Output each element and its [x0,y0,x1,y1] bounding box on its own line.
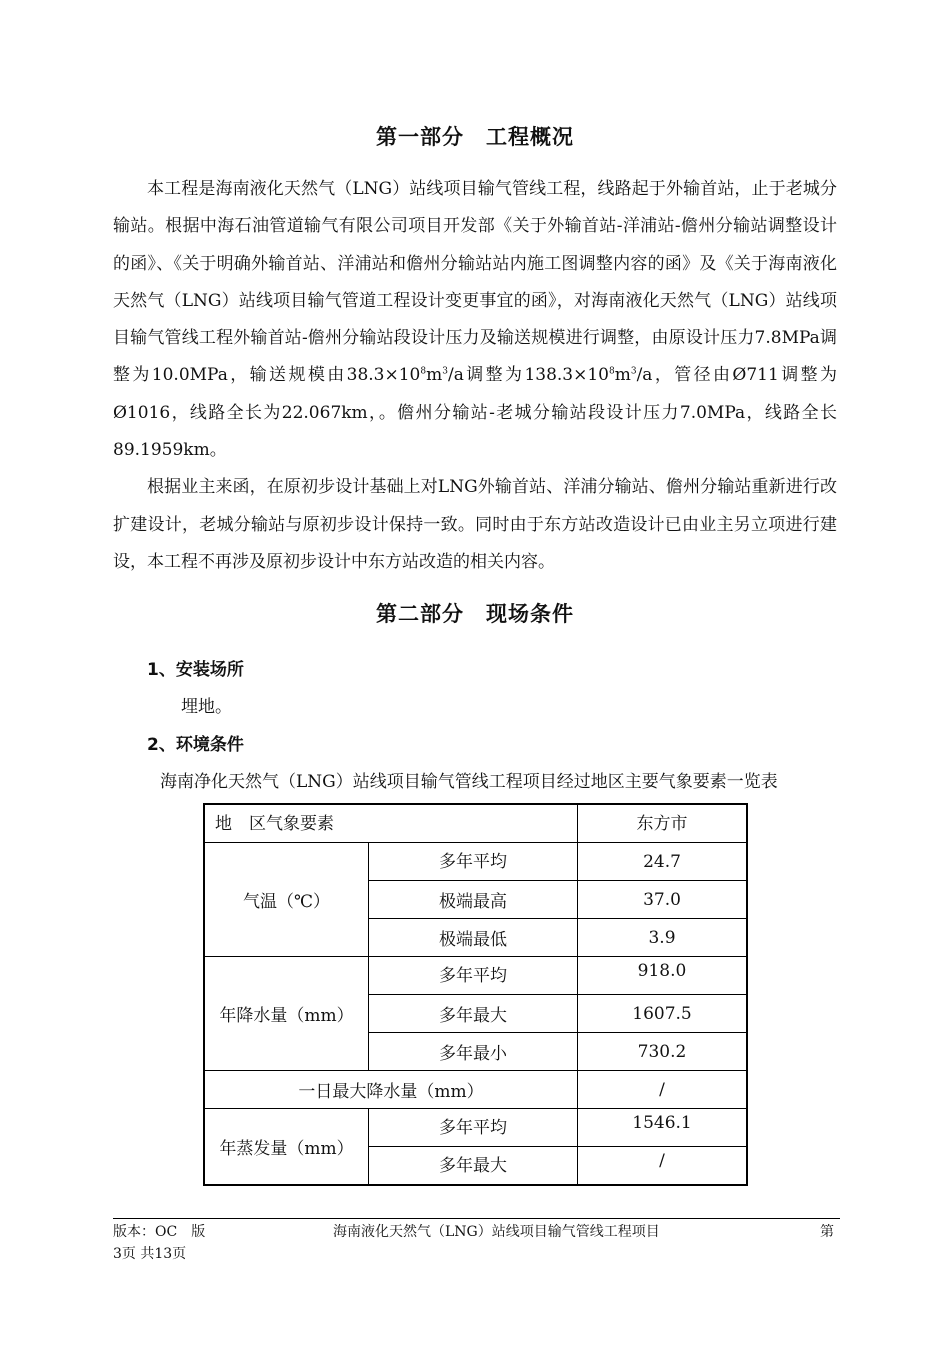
item-cell: 多年最小 [369,1033,578,1071]
temp-label-cell: 气温（℃） [204,843,369,957]
p1-text-a: 本工程是海南液化天然气（LNG）站线项目输气管线工程，线路起于外输首站，止于老城分输站。根据中海石油管道输气有限公司项目开发部《关于外输首站-洋浦站-儋州分输站调整设计的函》、《关于明确外输首站、洋浦站和儋州分输站站内施工图调整内容的函》及《关于海南液化天然气（LNG）站线项目输气管道工程设计变更事宜的函》，对海南液化天然气（LNG）站线项目输气管线工程外输首站-儋州分输站段设计压力及输送规模进行调整，由原设计压力7.8MPa调整为10.0MPa，输送规模由38.3×10 [113,179,837,386]
daily-rain-label-cell: 一日最大降水量（mm） [204,1071,578,1109]
table-row [204,957,747,995]
part1-paragraph-1 [113,171,837,469]
footer-project: 海南液化天然气（LNG）站线项目输气管线工程项目 [333,1224,660,1240]
footer-divider [113,1218,840,1219]
footer-page-count: 3页 共13页 [113,1246,187,1262]
value-cell: / [578,1071,748,1109]
p1-text-b: m [426,365,443,386]
footer-page-prefix: 第 [820,1224,834,1240]
evap-label-cell: 年蒸发量（mm） [204,1109,369,1186]
part1-body [113,171,837,581]
value-cell: / [578,1147,748,1186]
value-cell: 918.0 [578,957,748,995]
part1-heading: 第一部分 工程概况 [376,125,574,149]
value-cell: 1607.5 [578,995,748,1033]
p1-text-c: /a调整为138.3×10 [447,365,609,386]
section-install-text: 埋地。 [181,697,232,717]
table-row [204,1071,747,1109]
section-environment-heading: 2、环境条件 [147,735,244,755]
item-cell: 多年平均 [369,843,578,881]
part2-heading: 第二部分 现场条件 [376,602,574,626]
p1-text-d: m [614,365,631,386]
rain-label-cell: 年降水量（mm） [204,957,369,1071]
item-cell: 多年平均 [369,957,578,995]
section-install-heading: 1、安装场所 [147,660,244,680]
value-cell: 1546.1 [578,1109,748,1147]
p1-sup-2: 3 [442,366,448,377]
value-cell: 24.7 [578,843,748,881]
item-cell: 多年平均 [369,1109,578,1147]
p1-sup-3: 8 [608,366,615,377]
part1-paragraph-2: 根据业主来函，在原初步设计基础上对LNG外输首站、洋浦分输站、儋州分输站重新进行改扩建设计，老城分输站与原初步设计保持一致。同时由于东方站改造设计已由业主另立项进行建设，本工程不再涉及原初步设计中东方站改造的相关内容。 [113,477,837,572]
table-row [204,1109,747,1147]
item-cell: 多年最大 [369,1147,578,1186]
value-cell: 730.2 [578,1033,748,1071]
p1-text-e: /a，管径由Ø711调整为Ø1016，线路全长为22.067km，。儋州分输站-老城分输站段设计压力7.0MPa，线路全长89.1959km。 [113,365,838,461]
value-cell: 3.9 [578,919,748,957]
weather-table [203,803,748,1186]
table-caption: 海南净化天然气（LNG）站线项目输气管线工程项目经过地区主要气象要素一览表 [160,772,778,792]
table-row [204,843,747,881]
item-cell: 极端最低 [369,919,578,957]
item-cell: 多年最大 [369,995,578,1033]
p1-sup-1: 8 [420,366,427,377]
p1-sup-4: 3 [630,366,637,377]
item-cell: 极端最高 [369,881,578,919]
footer-version: 版本：OC 版 [113,1224,206,1240]
table-header-row [204,804,747,843]
value-cell: 37.0 [578,881,748,919]
header-city-cell: 东方市 [578,804,748,843]
header-region-cell: 地 区气象要素 [204,804,578,843]
